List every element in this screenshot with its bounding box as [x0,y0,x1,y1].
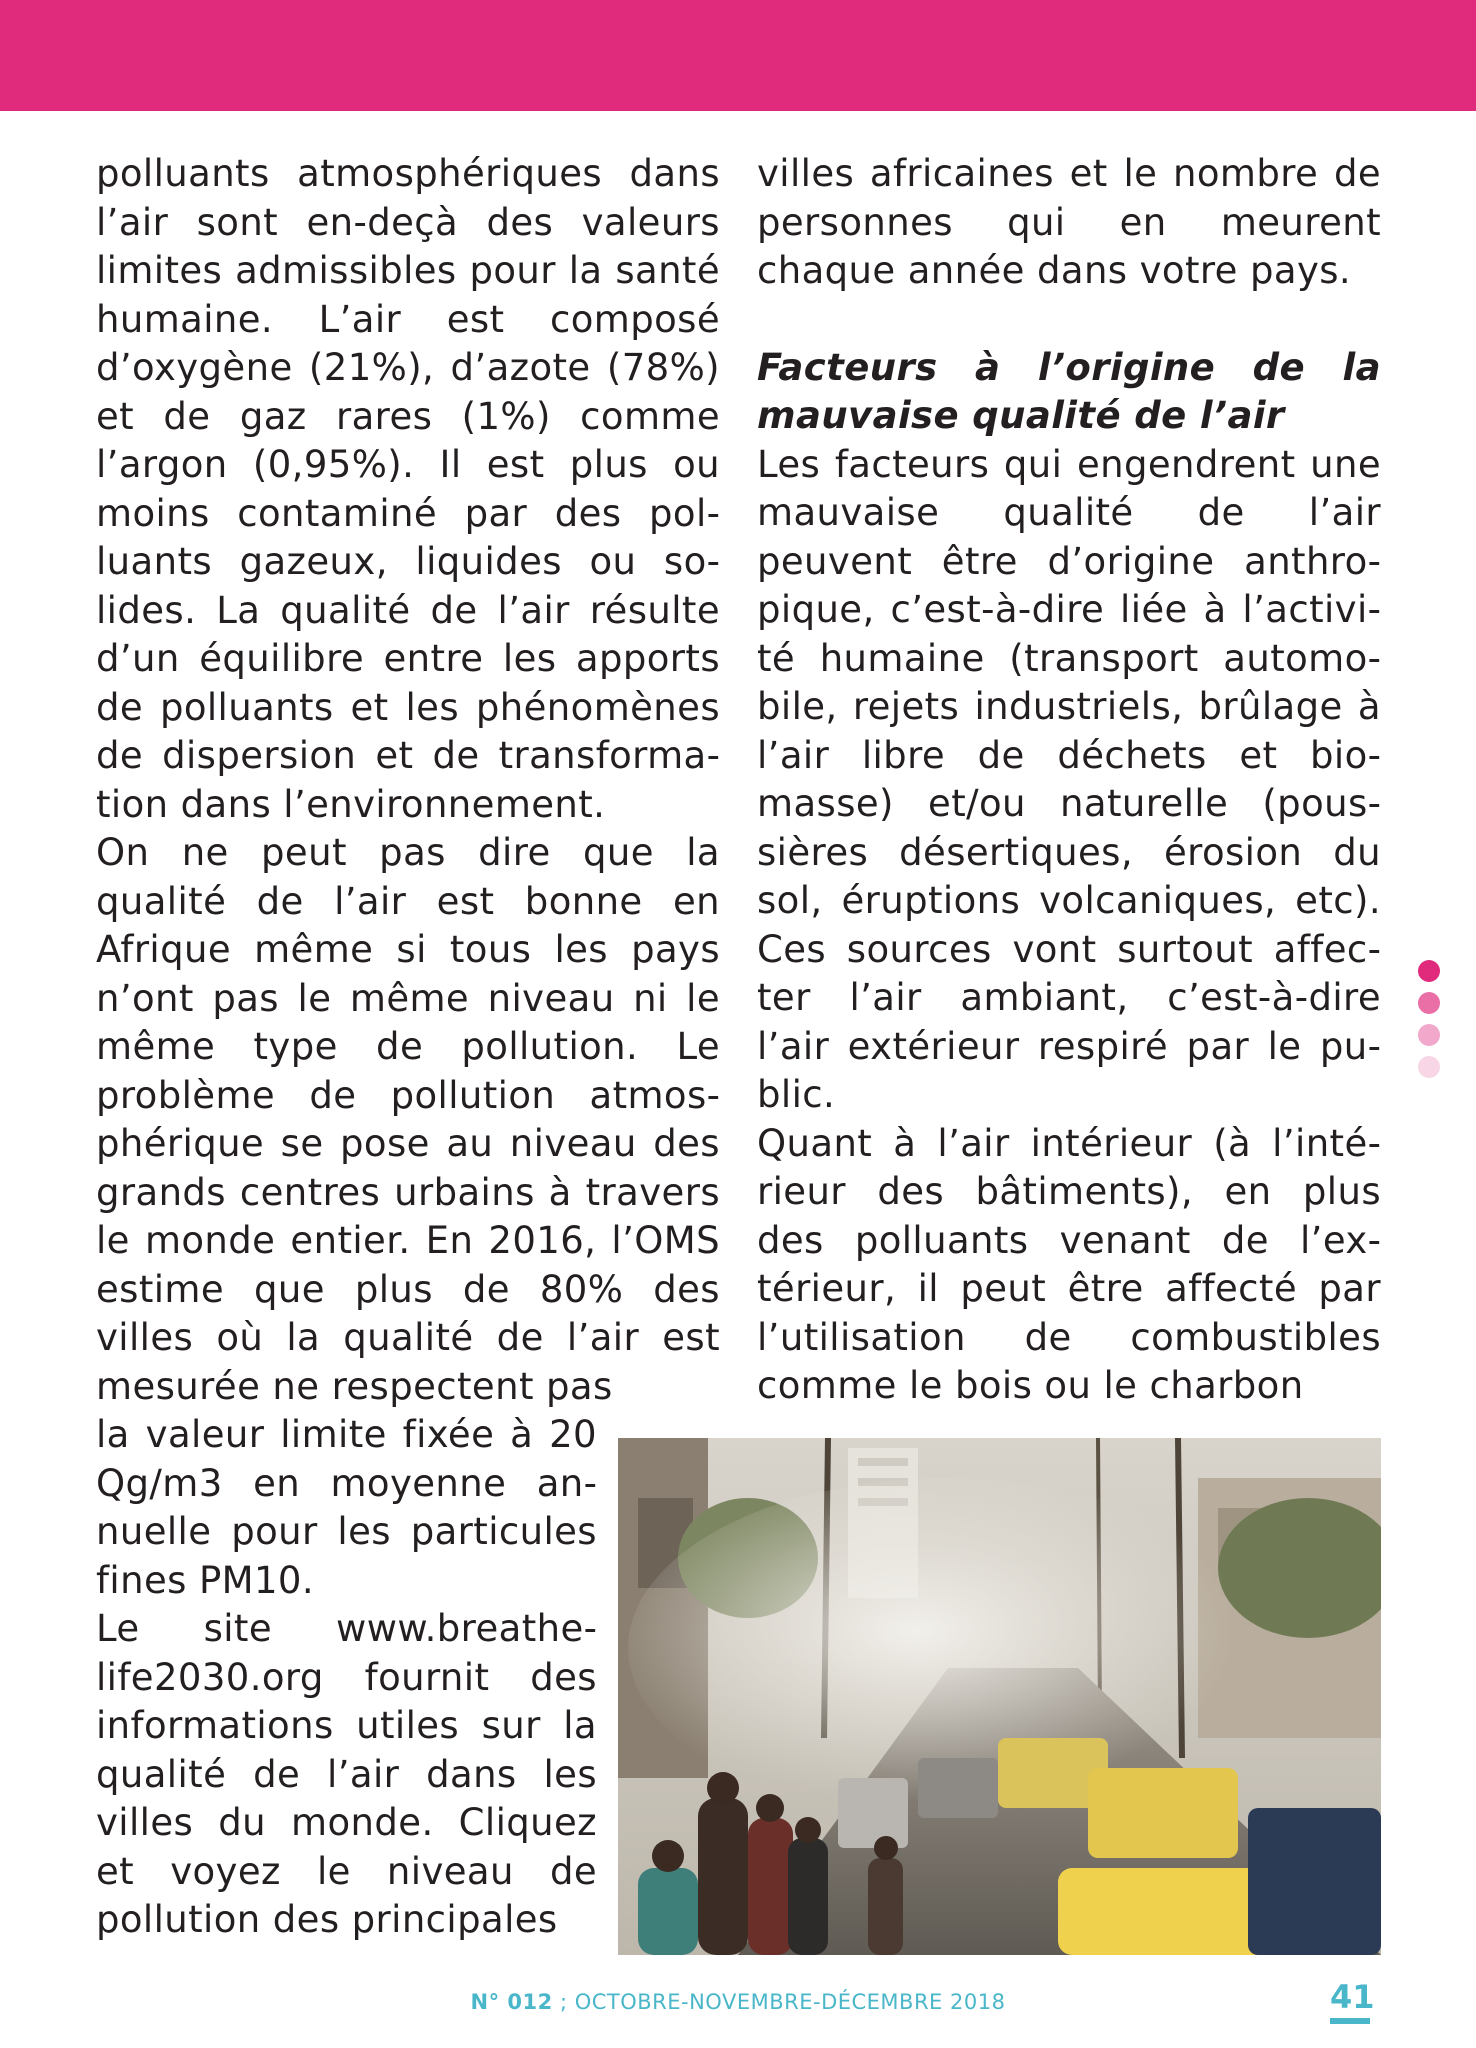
issue-date: ; OCTOBRE-NOVEMBRE-DÉCEMBRE 2018 [559,1990,1006,2014]
page-number-underline [1330,2018,1370,2024]
issue-number: N° 012 [470,1990,553,2014]
right-paragraph-3: Quant à l’air intérieur (à l’intérieur des bâtiments), en plus des polluants venant de l’extérieur, il peut être affecté par l’utilisation de combustibles comme le bois ou le charbon [757,1121,1381,1407]
decorative-dots [1418,960,1442,1088]
section-heading: Facteurs à l’origine de la mauvaise qualité de l’air [757,345,1381,437]
left-narrow-block [96,1411,597,1945]
right-column [757,150,1381,1411]
dot-1 [1418,960,1440,982]
right-paragraph-2: Les facteurs qui engendrent une mauvaise qualité de l’air peuvent être d’origine anthropique, c’est-à-dire liée à l’activité humaine (transport automobile, rejets industriels, brûlage à l’air libre de déchets et biomasse) et/ou naturelle (poussières désertiques, érosion du sol, éruptions volcaniques, etc). Ces sources vont surtout affecter l’air ambiant, c’est-à-dire l’air extérieur respiré par le public. [757,442,1381,1116]
dot-2 [1418,992,1440,1014]
dot-3 [1418,1024,1440,1046]
street-photo [618,1438,1381,1955]
page-number [1330,1978,1375,2024]
left-paragraph-2: On ne peut pas dire que la qualité de l’air est bonne en Afrique même si tous les pays n’ont pas le même niveau ni le même type de pollution. Le problème de pollution atmosphérique se pose au niveau des grands centres urbains à travers le monde entier. En 2016, l’OMS estime que plus de 80% des villes où la qualité de l’air est mesurée ne respectent pas [96,831,720,1408]
left-paragraph-3: Le site www.breathelife2030.org fournit des informations utiles sur la qualité de l’air dans les villes du monde. Cliquez et voyez le niveau de pollution des principales [96,1607,597,1941]
top-accent-band [0,0,1476,111]
right-paragraph-1: villes africaines et le nombre de personnes qui en meurent chaque année dans votre pays. [757,152,1381,292]
page-number-text: 41 [1330,1978,1375,2016]
left-paragraph-1: polluants atmosphériques dans l’air sont en-deçà des valeurs limites admissibles pour la santé humaine. L’air est composé d’oxygène (21%), d’azote (78%) et de gaz rares (1%) comme l’argon (0,95%). Il est plus ou moins contaminé par des polluants gazeux, liquides ou solides. La qualité de l’air résulte d’un équilibre entre les apports de polluants et les phénomènes de dispersion et de transformation dans l’environnement. [96,152,720,826]
footer [0,1990,1476,2014]
left-paragraph-2-continued: la valeur limite fixée à 20 Qg/m3 en moyenne annuelle pour les particules fines PM10. [96,1413,597,1602]
dot-4 [1418,1056,1440,1078]
